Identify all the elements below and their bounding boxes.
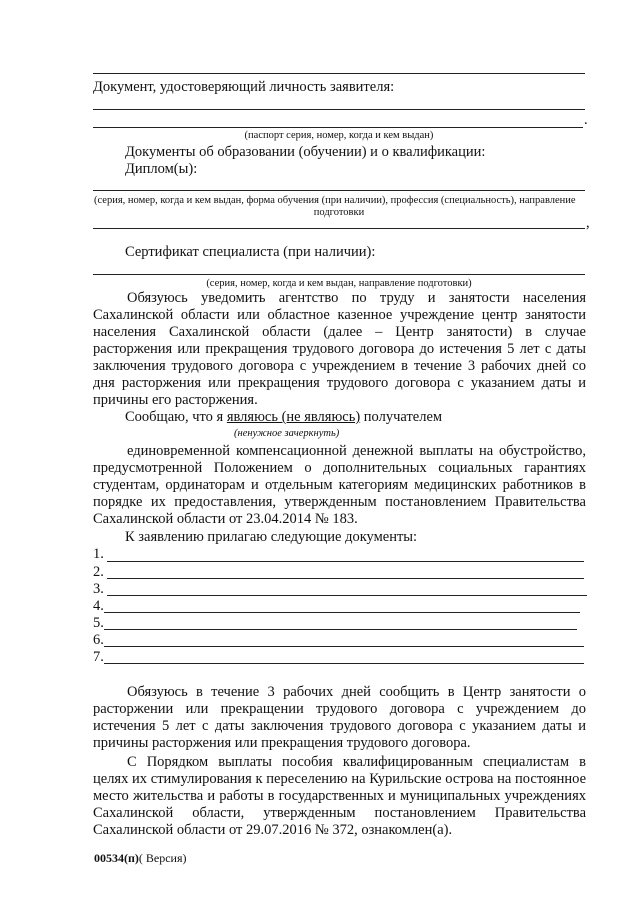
attach-item-6-line[interactable] [104, 646, 584, 647]
id-doc-blank-line-2[interactable] [93, 127, 583, 128]
attach-item-2-number: 2. [93, 564, 104, 580]
pledge-paragraph-1 [93, 290, 586, 409]
payment-paragraph [93, 443, 586, 528]
ack-paragraph [93, 754, 586, 839]
diploma-blank-line-2[interactable] [93, 228, 585, 229]
id-doc-hint: (паспорт серия, номер, когда и кем выдан) [244, 130, 434, 141]
cert-blank-line[interactable] [93, 274, 585, 275]
id-doc-blank-line-1[interactable] [93, 109, 585, 110]
pledge-1-text: Обязуюсь уведомить агентство по труду и занятости населения Сахалинской области или областное казенное учреждение центр занятости населения Сахалинской области (далее – Центр занятости) в случае расторжения или прекращения трудового договора до истечения 5 лет с даты заключения трудового договора с учреждением в течение 3 рабочих дней со дня расторжения или прекращения трудового договора с указанием даты и причины его расторжения. [93, 290, 586, 408]
attach-item-3-line[interactable] [107, 595, 587, 596]
attach-item-6-number: 6. [93, 632, 104, 648]
attach-item-4-line[interactable] [104, 612, 580, 613]
pledge-paragraph-2 [93, 684, 586, 752]
report-suffix: получателем [360, 409, 443, 425]
form-version: ( Версия) [138, 851, 187, 865]
edu-label: Документы об образовании (обучении) и о квалификации: [125, 144, 486, 160]
line-end-comma: , [586, 215, 590, 231]
diploma-blank-line-1[interactable] [93, 190, 585, 191]
diploma-hint-2: подготовки [313, 207, 365, 218]
attach-item-7-number: 7. [93, 649, 104, 665]
attach-item-3-number: 3. [93, 581, 104, 597]
payment-text: единовременной компенсационной денежной выплаты на обустройство, предусмотренной Положением о дополнительных социальных гарантиях студентам, ординаторам и отдельным категориям медицинских работников в порядке их предоставления, утвержденным постановлением Правительства Сахалинской области от 23.04.2014 № 183. [93, 443, 586, 527]
diploma-hint-1: (серия, номер, когда и кем выдан, форма обучения (при наличии), профессия (специальность), направление [94, 195, 576, 206]
report-hint: (ненужное зачеркнуть) [234, 428, 340, 439]
diploma-label: Диплом(ы): [125, 161, 198, 177]
attach-item-4-number: 4. [93, 598, 104, 614]
id-doc-label: Документ, удостоверяющий личность заявителя: [93, 79, 395, 95]
attach-item-1-number: 1. [93, 546, 104, 562]
line-end-period: . [584, 112, 588, 128]
blank-line [93, 73, 585, 74]
attach-item-7-line[interactable] [104, 663, 584, 664]
form-code-number: 00534(п) [94, 851, 139, 865]
cert-hint: (серия, номер, когда и кем выдан, направление подготовки) [206, 278, 472, 289]
form-code [94, 851, 187, 866]
report-line [125, 409, 442, 426]
pledge-2-text: Обязуюсь в течение 3 рабочих дней сообщить в Центр занятости о расторжении или прекращении трудового договора с учреждением до истечения 5 лет с даты заключения трудового договора с указанием даты и причины расторжения или прекращения трудового договора. [93, 684, 586, 751]
report-status-choice[interactable]: являюсь (не являюсь) [226, 409, 361, 425]
attach-label: К заявлению прилагаю следующие документы: [125, 529, 418, 545]
report-prefix: Сообщаю, что я [125, 409, 227, 425]
attach-item-1-line[interactable] [107, 561, 584, 562]
attach-item-5-line[interactable] [104, 629, 577, 630]
attach-item-5-number: 5. [93, 615, 104, 631]
ack-text: С Порядком выплаты пособия квалифицированным специалистам в целях их стимулирования к переселению на Курильские острова на постоянное место жительства и работы в государственных и муниципальных учреждениях Сахалинской области, утвержденным постановлением Правительства Сахалинской области от 29.07.2016 № 372, ознакомлен(а). [93, 754, 586, 838]
cert-label: Сертификат специалиста (при наличии): [125, 244, 376, 260]
attach-item-2-line[interactable] [107, 578, 584, 579]
